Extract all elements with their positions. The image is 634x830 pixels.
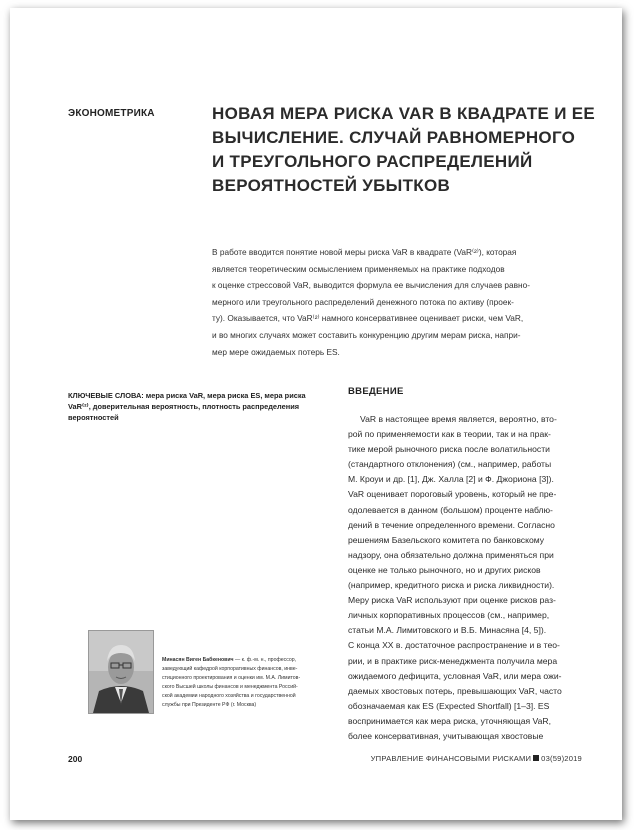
body-line: дений в течение определенного времени. Согласно bbox=[348, 519, 555, 530]
abstract-line: мер мере ожидаемых потерь ES. bbox=[212, 346, 340, 357]
abstract-line: мерного или треугольного распределений денежного потока по активу (проек- bbox=[212, 296, 514, 307]
title-line: ВЫЧИСЛЕНИЕ. СЛУЧАЙ РАВНОМЕРНОГО bbox=[212, 128, 576, 147]
author-photo bbox=[88, 630, 154, 714]
body-line: Меру риска VaR используют при оценке рисков раз- bbox=[348, 595, 556, 606]
page-number: 200 bbox=[68, 754, 83, 764]
journal-footer bbox=[371, 754, 582, 763]
keywords-line: КЛЮЧЕВЫЕ СЛОВА: мера риска VaR, мера риска ES, мера риска bbox=[68, 391, 306, 400]
body-line: VaR в настоящее время является, вероятно, вто- bbox=[360, 414, 557, 424]
body-line: С конца XX в. достаточное распространение и в тео- bbox=[348, 640, 560, 651]
body-line: рой по применяемости как в теории, так и на прак- bbox=[348, 429, 551, 440]
journal-name: УПРАВЛЕНИЕ ФИНАНСОВЫМИ РИСКАМИ bbox=[370, 754, 532, 763]
keywords bbox=[68, 390, 330, 423]
body-line: воспринимается как мера риска, уточняющая VaR, bbox=[348, 715, 551, 726]
abstract bbox=[212, 244, 598, 360]
author-line: ской академии народного хозяйства и государственной bbox=[162, 693, 296, 699]
title-line: НОВАЯ МЕРА РИСКА VAR В КВАДРАТЕ И ЕЕ bbox=[212, 104, 596, 123]
author-line: ского Высшей школы финансов и менеджмента Россий- bbox=[162, 684, 298, 690]
author-line: службы при Президенте РФ (г. Москва) bbox=[162, 702, 257, 708]
title-line: ВЕРОЯТНОСТЕЙ УБЫТКОВ bbox=[212, 176, 451, 195]
body-line: тике мерой рыночного риска после волатильности bbox=[348, 444, 550, 455]
body-line: рии, и в практике риск-менеджмента получила мера bbox=[348, 655, 558, 666]
abstract-line: ту). Оказывается, что VaR⁽²⁾ намного консервативнее оценивает риски, чем VaR, bbox=[212, 313, 524, 324]
title-line: И ТРЕУГОЛЬНОГО РАСПРЕДЕЛЕНИЙ bbox=[212, 152, 533, 171]
article-title bbox=[212, 102, 596, 198]
abstract-line: В работе вводится понятие новой меры риска VaR в квадрате (VaR⁽²⁾), которая bbox=[212, 247, 517, 257]
body-line: надзору, она обязательно должна применяться при bbox=[348, 549, 554, 560]
journal-issue: 03(59)2019 bbox=[541, 754, 582, 763]
square-separator-icon bbox=[533, 755, 539, 761]
body-line: (стандартного отклонения) (см., например, работы bbox=[348, 459, 552, 470]
abstract-line: и во многих случаях может составить конкуренцию другим мерам риска, напри- bbox=[212, 329, 521, 340]
body-line: М. Кроуи и др. [1], Дж. Халла [2] и Ф. Джориона [3]). bbox=[348, 474, 554, 485]
document-page bbox=[10, 8, 622, 820]
body-line: обозначаемая как ES (Expected Shortfall) [1–3]. ES bbox=[348, 700, 550, 711]
author-line: — к. ф.-м. н., профессор, bbox=[235, 657, 297, 663]
abstract-line: к оценке стрессовой VaR, выводится формула ее вычисления для случаев равно- bbox=[212, 280, 531, 291]
body-line: одолевается в данном (большом) проценте наблю- bbox=[348, 504, 553, 515]
author-line: заведующий кафедрой корпоративных финансов, инве- bbox=[162, 666, 298, 672]
abstract-line: является теоретическим осмыслением применяемых на практике подходов bbox=[212, 263, 505, 274]
keywords-line: вероятностей bbox=[68, 413, 119, 422]
author-info bbox=[162, 656, 342, 710]
body-line: оценке не только рыночного, но и других рисков bbox=[348, 564, 541, 575]
body-line: решениям Базельского комитета по банковскому bbox=[348, 534, 545, 545]
body-line: ожидаемого дефицита, условная VaR, или мера ожи- bbox=[348, 670, 562, 681]
keywords-line: VaR⁽²⁾, доверительная вероятность, плотность распределения bbox=[68, 402, 300, 411]
section-heading: ВВЕДЕНИЕ bbox=[348, 386, 404, 397]
body-text bbox=[348, 412, 604, 744]
body-line: (например, кредитного риска и риска ликвидности). bbox=[348, 580, 555, 591]
author-line: стиционного проектирования и оценки им. М.А. Лимитов- bbox=[162, 675, 301, 681]
body-line: VaR оценивает пороговый уровень, который не пре- bbox=[348, 489, 557, 500]
author-name: Минасян Виген Бабкенович bbox=[162, 657, 234, 663]
rubric-label: ЭКОНОМЕТРИКА bbox=[68, 108, 155, 119]
body-line: личных корпоративных процессов (см., например, bbox=[348, 610, 550, 621]
body-line: даемых хвостовых потерь, превышающих VaR, часто bbox=[348, 685, 562, 696]
body-line: более консервативная, учитывающая хвостовые bbox=[348, 730, 544, 741]
body-line: статьи М.А. Лимитовского и В.Б. Минасяна [4, 5]). bbox=[348, 625, 547, 636]
